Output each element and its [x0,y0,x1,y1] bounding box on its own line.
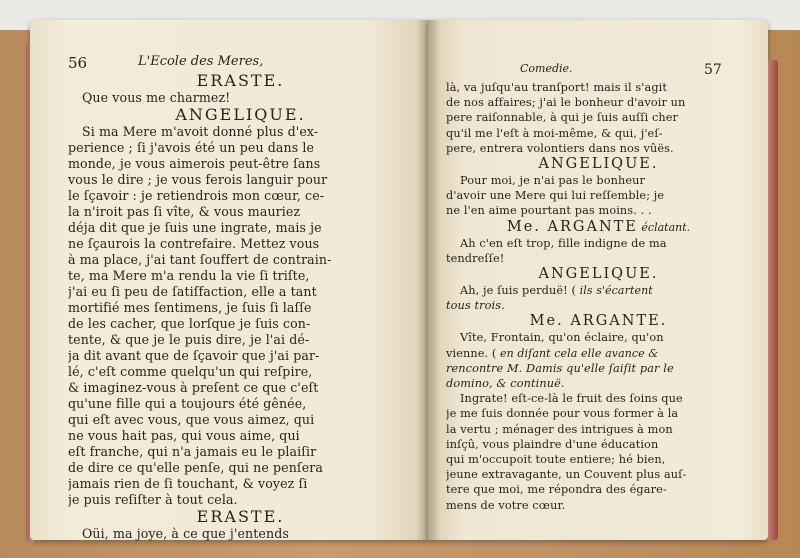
text-line: pere raiſonnable, à qui je ſuis auſſi cher [446,111,679,125]
text-line: pere, entrera volontiers dans nos vûës. [446,141,674,155]
text-line: de dire ce qu'elle penſe, qui ne penſera [68,460,323,475]
text-line: ne vous hait pas, qui vous aime, qui [68,428,300,443]
speaker-name: ANGELIQUE. [175,105,306,124]
text-line: Pour moi, je n'ai pas le bonheur [460,174,646,188]
book-cover-edge-right [768,60,778,540]
text-line: te, ma Mere m'a rendu la vie ſi triſte, [68,268,310,283]
text-line: je me ſuis donnée pour vous former à la [446,407,679,421]
speaker-label: Me. ARGANTE [506,218,638,235]
text-line: ja dit avant que de ſçavoir que j'ai par- [68,348,320,363]
book-gutter [416,20,440,540]
text-line [446,283,751,298]
text-line: lé, c'eſt comme quelqu'un qui reſpire, [68,364,313,379]
stage-direction-line: domino, & continuë. [446,377,565,391]
text-line: jeune extravagante, un Couvent plus auſ- [446,468,687,482]
stage-direction-line: tous trois. [446,299,505,313]
text-line: de nos affaires; j'ai le bonheur d'avoir un [446,96,686,110]
speaker-name: ERASTE. [196,71,285,90]
speaker-name: Me. ARGANTE. [529,313,668,330]
text-line: Si ma Mere m'avoit donné plus d'ex- [82,124,319,139]
dialogue-text: vienne. ( [446,346,497,360]
speaker-name: ANGELIQUE. [538,266,659,283]
text-line: déja dit que je ſuis une ingrate, mais je [68,220,322,235]
right-page-text [446,80,751,513]
text-line: mens de votre cœur. [446,498,566,512]
text-line: de les cacher, que lorſque je ſuis con- [68,316,311,331]
text-line: qu'une fille qui a toujours été gênée, [68,396,307,411]
text-line: tere que moi, me répondra des égare- [446,483,667,497]
right-running-header: Comedie. [520,62,573,75]
text-line: la vertu ; ménager des intrigues à mon [446,422,673,436]
stage-direction: éclatant. [637,220,691,234]
left-page-number: 56 [68,54,88,72]
text-line: qui m'occupoit toute entiere; hé bien, [446,453,666,467]
speaker-name: ANGELIQUE. [538,156,659,173]
left-page [30,20,428,540]
right-page-number: 57 [704,62,722,78]
text-line: qui eſt avec vous, que vous aimez, qui [68,412,315,427]
stage-direction-line: rencontre M. Damis qu'elle ſaiſit par le [446,361,674,375]
text-line: la n'iroit pas ſi vîte, & vous mauriez [68,204,301,219]
text-line: d'avoir une Mere qui lui reſſemble; je [446,189,665,203]
stage-direction: ils s'écartent [576,284,653,298]
text-line: mortifié mes ſentimens, je ſuis ſi laſſe [68,300,312,315]
text-line: le ſçavoir : je retiendrois mon cœur, ce- [68,188,325,203]
text-line: je puis reſiſter à tout cela. [68,492,238,507]
text-line: Vîte, Frontain, qu'on éclaire, qu'on [460,331,664,345]
left-running-header: L'Ecole des Meres, [138,54,264,69]
stage-direction: en diſant cela elle avance & [496,346,659,360]
text-line: vous le dire ; je vous ferois languir pour [68,172,328,187]
text-line: là, va juſqu'au tranſport! mais il s'agit [446,81,668,94]
open-book [20,20,780,545]
dialogue-text: Ah, je ſuis perduë! ( [460,284,577,298]
text-line: Ah c'en eſt trop, fille indigne de ma [460,236,667,250]
text-line: monde, je vous aimerois peut-être ſans [68,156,321,171]
text-line: ne l'en aime pourtant pas moins. . . [446,204,652,218]
text-line: eſt franche, qui n'a jamais eu le plaiſir [68,444,317,459]
text-line: qu'il me l'eſt à moi-même, & qui, j'eſ- [446,126,663,140]
text-line: Oüi, ma joye, à ce que j'entends [82,526,289,541]
text-line: & imaginez-vous à preſent ce que c'eſt [68,380,319,395]
text-line: ne ſçaurois la contrefaire. Mettez vous [68,236,320,251]
text-line: j'ai eu ſi peu de ſatiſfaction, elle a tant [68,284,317,299]
speaker-name: ERASTE. [196,507,285,526]
text-line: Ingrate! eſt-ce-là le fruit des ſoins que [460,392,683,406]
text-line: inſçû, vous plaindre d'une éducation [446,437,659,451]
text-line [446,346,751,361]
speaker-name [446,219,751,236]
text-line: jamais rien de ſi touchant, & voyez ſi [68,476,308,491]
text-line: tente, & que je le puis dire, je l'ai dé- [68,332,310,347]
left-page-text [68,72,413,542]
text-line: tendreſſe! [446,251,505,265]
text-line: à ma place, j'ai tant ſouffert de contrain- [68,252,332,267]
text-line: Que vous me charmez! [82,90,231,105]
text-line: perience ; ſi j'avois été un peu dans le [68,140,315,155]
right-page [428,20,768,540]
